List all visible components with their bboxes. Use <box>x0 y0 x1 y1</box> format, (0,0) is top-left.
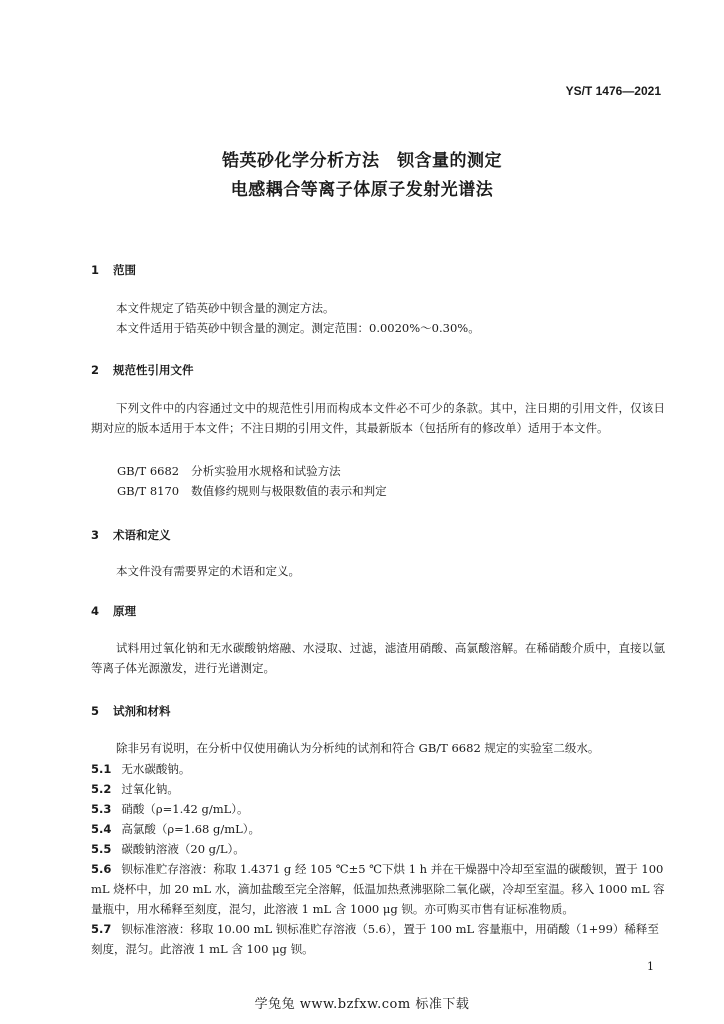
section-5-heading <box>91 703 171 719</box>
clause-5-6 <box>91 859 665 919</box>
clause-text: 硝酸（ρ=1.42 g/mL）。 <box>121 802 249 816</box>
section-1-paragraph-1: 本文件规定了锆英砂中钡含量的测定方法。 <box>116 301 335 315</box>
section-number: 2 <box>91 363 100 377</box>
clause-number: 5.2 <box>91 782 112 796</box>
clause-5-3 <box>91 799 665 819</box>
clause-5-7 <box>91 919 665 959</box>
section-title: 范围 <box>113 263 136 277</box>
standard-code: YS/T 1476—2021 <box>565 84 661 98</box>
clause-number: 5.3 <box>91 802 112 816</box>
reference-title: 分析实验用水规格和试验方法 <box>191 464 341 478</box>
clause-5-2 <box>91 779 665 799</box>
section-5-intro: 除非另有说明，在分析中仅使用确认为分析纯的试剂和符合 GB/T 6682 规定的实验室二级水。 <box>116 741 600 755</box>
section-4-paragraph: 试料用过氧化钠和无水碳酸钠熔融、水浸取、过滤，滤渣用硝酸、高氯酸溶解。在稀硝酸介质中，直接以氩等离子体光源激发，进行光谱测定。 <box>91 641 665 675</box>
document-title-line-2: 电感耦合等离子体原子发射光谱法 <box>230 180 494 200</box>
clause-5-5 <box>91 839 665 859</box>
section-title: 规范性引用文件 <box>113 363 194 377</box>
section-number: 1 <box>91 263 100 277</box>
section-1-heading <box>91 262 136 278</box>
section-number: 5 <box>91 704 100 718</box>
reference-item <box>117 483 387 499</box>
section-1-paragraph-2: 本文件适用于锆英砂中钡含量的测定。测定范围：0.0020%～0.30%。 <box>116 321 480 335</box>
reference-code: GB/T 8170 <box>117 484 180 498</box>
clause-number: 5.1 <box>91 762 112 776</box>
clause-text: 无水碳酸钠。 <box>121 762 191 776</box>
document-title-line-1: 锆英砂化学分析方法 钡含量的测定 <box>222 151 502 171</box>
section-3-heading <box>91 527 171 543</box>
reference-title: 数值修约规则与极限数值的表示和判定 <box>191 484 387 498</box>
section-2-intro: 下列文件中的内容通过文中的规范性引用而构成本文件必不可少的条款。其中，注日期的引用文件，仅该日期对应的版本适用于本文件；不注日期的引用文件，其最新版本（包括所有的修改单）适用于本文件。 <box>91 401 665 435</box>
clause-number: 5.5 <box>91 842 112 856</box>
section-title: 原理 <box>113 604 136 618</box>
clause-text: 过氧化钠。 <box>121 782 179 796</box>
clause-text: 碳酸钠溶液（20 g/L）。 <box>121 842 245 856</box>
clause-text: 高氯酸（ρ=1.68 g/mL）。 <box>121 822 261 836</box>
clause-number: 5.6 <box>91 862 112 876</box>
clause-number: 5.4 <box>91 822 112 836</box>
section-2-heading <box>91 362 194 378</box>
section-3-paragraph: 本文件没有需要界定的术语和定义。 <box>116 564 300 578</box>
clause-5-1 <box>91 759 665 779</box>
section-number: 4 <box>91 604 100 618</box>
clause-text: 钡标准贮存溶液：称取 1.4371 g 经 105 ℃±5 ℃下烘 1 h 并在干燥器中冷却至室温的碳酸钡，置于 100 mL 烧杯中，加 20 mL 水，滴加盐酸至完全溶解，低温加热煮沸驱除二氧化碳，冷却至室温。移入 1000 mL 容量瓶中，用水稀释至刻度，混匀，此溶液 1 mL 含 1000 μg 钡。亦可购买市售有证标准物质。 <box>91 862 665 916</box>
section-number: 3 <box>91 528 100 542</box>
reference-item <box>117 463 341 479</box>
page-number: 1 <box>647 960 654 973</box>
section-4-heading <box>91 603 136 619</box>
section-title: 试剂和材料 <box>113 704 171 718</box>
clause-number: 5.7 <box>91 922 112 936</box>
site-watermark-footer: 学兔兔 www.bzfxw.com 标准下载 <box>254 997 470 1012</box>
clause-5-4 <box>91 819 665 839</box>
reference-code: GB/T 6682 <box>117 464 180 478</box>
clause-text: 钡标准溶液：移取 10.00 mL 钡标准贮存溶液（5.6），置于 100 mL 容量瓶中，用硝酸（1+99）稀释至刻度，混匀。此溶液 1 mL 含 100 μg 钡。 <box>91 922 659 956</box>
section-title: 术语和定义 <box>113 528 171 542</box>
